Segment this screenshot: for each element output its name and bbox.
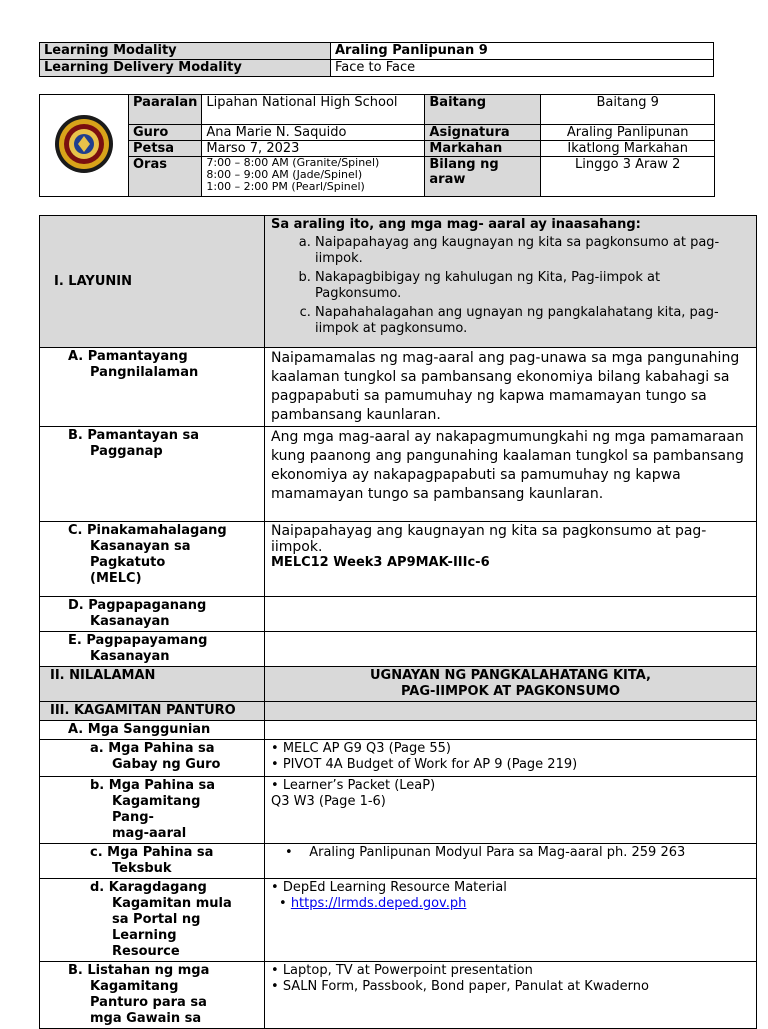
kagamitan-label: III. KAGAMITAN PANTURO (40, 702, 265, 721)
melc-code: MELC12 Week3 AP9MAK-IIIc-6 (271, 555, 490, 570)
melc-content (265, 522, 757, 597)
list-item: • MELC AP G9 Q3 (Page 55) (271, 741, 451, 756)
label-line: Kagamitang (112, 794, 201, 809)
label-line: C. Pinakamahalagang (68, 523, 227, 538)
school-info-table (39, 94, 715, 197)
label-line: D. Pagpapaganang (68, 598, 207, 613)
school-name: Lipahan National High School (202, 95, 425, 125)
listahan-kagamitan-label (40, 962, 265, 1029)
label-line: B. Listahan ng mga (68, 963, 210, 978)
list-item: • Laptop, TV at Powerpoint presentation (271, 963, 533, 978)
label-line: mag-aaral (112, 826, 187, 841)
label-line: Resource (112, 944, 180, 959)
label-line: Kasanayan (90, 649, 170, 664)
list-item-text: SALN Form, Passbook, Bond paper, Panulat at Kwaderno (282, 979, 649, 994)
label-line: Learning (112, 928, 177, 943)
time-slot: 8:00 – 9:00 AM (Jade/Spinel) (206, 168, 363, 181)
label-line: B. Pamantayan sa (68, 428, 200, 443)
gabay-guro-label (40, 740, 265, 777)
label-line: sa Portal ng (112, 912, 201, 927)
time-values (202, 157, 425, 197)
list-item: • DepEd Learning Resource Material (271, 880, 507, 895)
lesson-plan-table (39, 215, 757, 1029)
layunin-content (265, 216, 757, 348)
layunin-intro: Sa araling ito, ang mga mag- aaral ay inaasahang: (271, 217, 641, 232)
label-line: (MELC) (90, 571, 142, 586)
gabay-guro-list (265, 740, 757, 777)
grade-label: Baitang (425, 95, 541, 125)
kagamitan-value (265, 702, 757, 721)
label-line: E. Pagpapayamang (68, 633, 208, 648)
delivery-modality-value: Face to Face (331, 60, 714, 77)
sanggunian-label: A. Mga Sanggunian (40, 721, 265, 740)
label-line: Kasanayan sa (90, 539, 191, 554)
list-item-text: Learner’s Packet (LeaP) (282, 778, 436, 793)
list-item: c. Napahahalagahan ang ugnayan ng pangkalahatang kita, pag-iimpok at pagkonsumo. (315, 305, 750, 337)
label-line: Pang- (112, 810, 154, 825)
label-line: A. Pamantayang (68, 349, 188, 364)
label-line: d. Karagdagang (90, 880, 207, 895)
label-line: Kagamitang (90, 979, 179, 994)
list-item-text: DepEd Learning Resource Material (282, 880, 507, 895)
time-slot: 7:00 – 8:00 AM (Granite/Spinel) (206, 156, 380, 169)
pagpapayamang-kasanayan-label (40, 632, 265, 667)
learning-modality-label: Learning Modality (40, 43, 331, 60)
time-label: Oras (129, 157, 202, 197)
list-item-text: Araling Panlipunan Modyul Para sa Mag-aaral ph. 259 263 (309, 845, 686, 860)
pagpapayamang-kasanayan-value (265, 632, 757, 667)
pamantayan-pagganap-text: Ang mga mag-aaral ay nakapagmumungkahi ng mga pamamaraan kung paanong ang pangunahing kaalaman tungkol sa pambansang ekonomiya ay nakapagpapabuti sa pamumuhay ng kapwa mamamayan tungo sa pambansang kaunlaran. (265, 427, 757, 522)
label-line: mga Gawain sa (90, 1011, 202, 1026)
list-item-text: PIVOT 4A Budget of Work for AP 9 (Page 219) (282, 757, 578, 772)
label-line: Teksbuk (112, 861, 172, 876)
karagdagang-kagamitan-list (265, 879, 757, 962)
kagamitang-pang-mag-aaral-label (40, 777, 265, 844)
nilalaman-line: PAG-IIMPOK AT PAGKONSUMO (400, 684, 621, 699)
days-label: Bilang ng araw (425, 157, 541, 197)
melc-label (40, 522, 265, 597)
list-item-text: Laptop, TV at Powerpoint presentation (282, 963, 533, 978)
label-line: Panturo para sa (90, 995, 207, 1010)
school-logo-cell (40, 95, 129, 197)
school-label: Paaralan (129, 95, 202, 125)
modality-table (39, 42, 714, 77)
kagamitang-pang-mag-aaral-list (265, 777, 757, 844)
label-line: Kagamitan mula (112, 896, 232, 911)
layunin-label: I. LAYUNIN (40, 216, 265, 348)
pamantayang-pangnilalaman-text: Naipamamalas ng mag-aaral ang pag-unawa sa mga pangunahing kaalaman tungkol sa pambansang ekonomiya bilang kabahagi sa pagpapabuti sa pamumuhay ng kapwa mamamayan tungo sa pambansang kaunlaran. (265, 348, 757, 427)
nilalaman-label: II. NILALAMAN (40, 667, 265, 702)
days-value: Linggo 3 Araw 2 (541, 157, 715, 197)
subject-value: Araling Panlipunan (541, 125, 715, 141)
nilalaman-content (265, 667, 757, 702)
karagdagang-kagamitan-label (40, 879, 265, 962)
teksbuk-label (40, 844, 265, 879)
pamantayang-pangnilalaman-label (40, 348, 265, 427)
label-line: b. Mga Pahina sa (90, 778, 216, 793)
list-item-continuation: Q3 W3 (Page 1-6) (271, 794, 386, 809)
date-value: Marso 7, 2023 (202, 141, 425, 157)
label-line: Pangnilalaman (90, 365, 199, 380)
nilalaman-line: UGNAYAN NG PANGKALAHATANG KITA, (370, 668, 651, 683)
learning-modality-value: Araling Panlipunan 9 (331, 43, 714, 60)
quarter-value: Ikatlong Markahan (541, 141, 715, 157)
list-item: • Araling Panlipunan Modyul Para sa Mag-aaral ph. 259 263 (285, 845, 686, 860)
school-seal-icon (54, 114, 114, 174)
label-line: a. Mga Pahina sa (90, 741, 215, 756)
list-item: • PIVOT 4A Budget of Work for AP 9 (Page 219) (271, 757, 578, 772)
list-item: • Learner’s Packet (LeaP) (271, 778, 436, 793)
delivery-modality-label: Learning Delivery Modality (40, 60, 331, 77)
list-item: a. Naipapahayag ang kaugnayan ng kita sa pagkonsumo at pag-iimpok. (315, 235, 750, 267)
sanggunian-value (265, 721, 757, 740)
teksbuk-list (265, 844, 757, 879)
grade-value: Baitang 9 (541, 95, 715, 125)
pagpapaganang-kasanayan-value (265, 597, 757, 632)
list-item: • https://lrmds.deped.gov.ph (279, 896, 467, 911)
date-label: Petsa (129, 141, 202, 157)
lrmds-link[interactable]: https://lrmds.deped.gov.ph (290, 896, 467, 911)
teacher-name: Ana Marie N. Saquido (202, 125, 425, 141)
teacher-label: Guro (129, 125, 202, 141)
label-line: Pagkatuto (90, 555, 166, 570)
list-item: • SALN Form, Passbook, Bond paper, Panulat at Kwaderno (271, 979, 649, 994)
label-line: Gabay ng Guro (112, 757, 221, 772)
pamantayan-pagganap-label (40, 427, 265, 522)
subject-label: Asignatura (425, 125, 541, 141)
time-slot: 1:00 – 2:00 PM (Pearl/Spinel) (206, 180, 365, 193)
list-item: b. Nakapagbibigay ng kahulugan ng Kita, Pag-iimpok at Pagkonsumo. (315, 270, 750, 302)
label-line: Kasanayan (90, 614, 170, 629)
melc-text: Naipapahayag ang kaugnayan ng kita sa pagkonsumo at pag-iimpok. (271, 523, 707, 555)
list-item-text: MELC AP G9 Q3 (Page 55) (282, 741, 451, 756)
layunin-list (271, 235, 750, 337)
label-line: Pagganap (90, 444, 163, 459)
quarter-label: Markahan (425, 141, 541, 157)
label-line: c. Mga Pahina sa (90, 845, 214, 860)
pagpapaganang-kasanayan-label (40, 597, 265, 632)
listahan-kagamitan-list (265, 962, 757, 1029)
